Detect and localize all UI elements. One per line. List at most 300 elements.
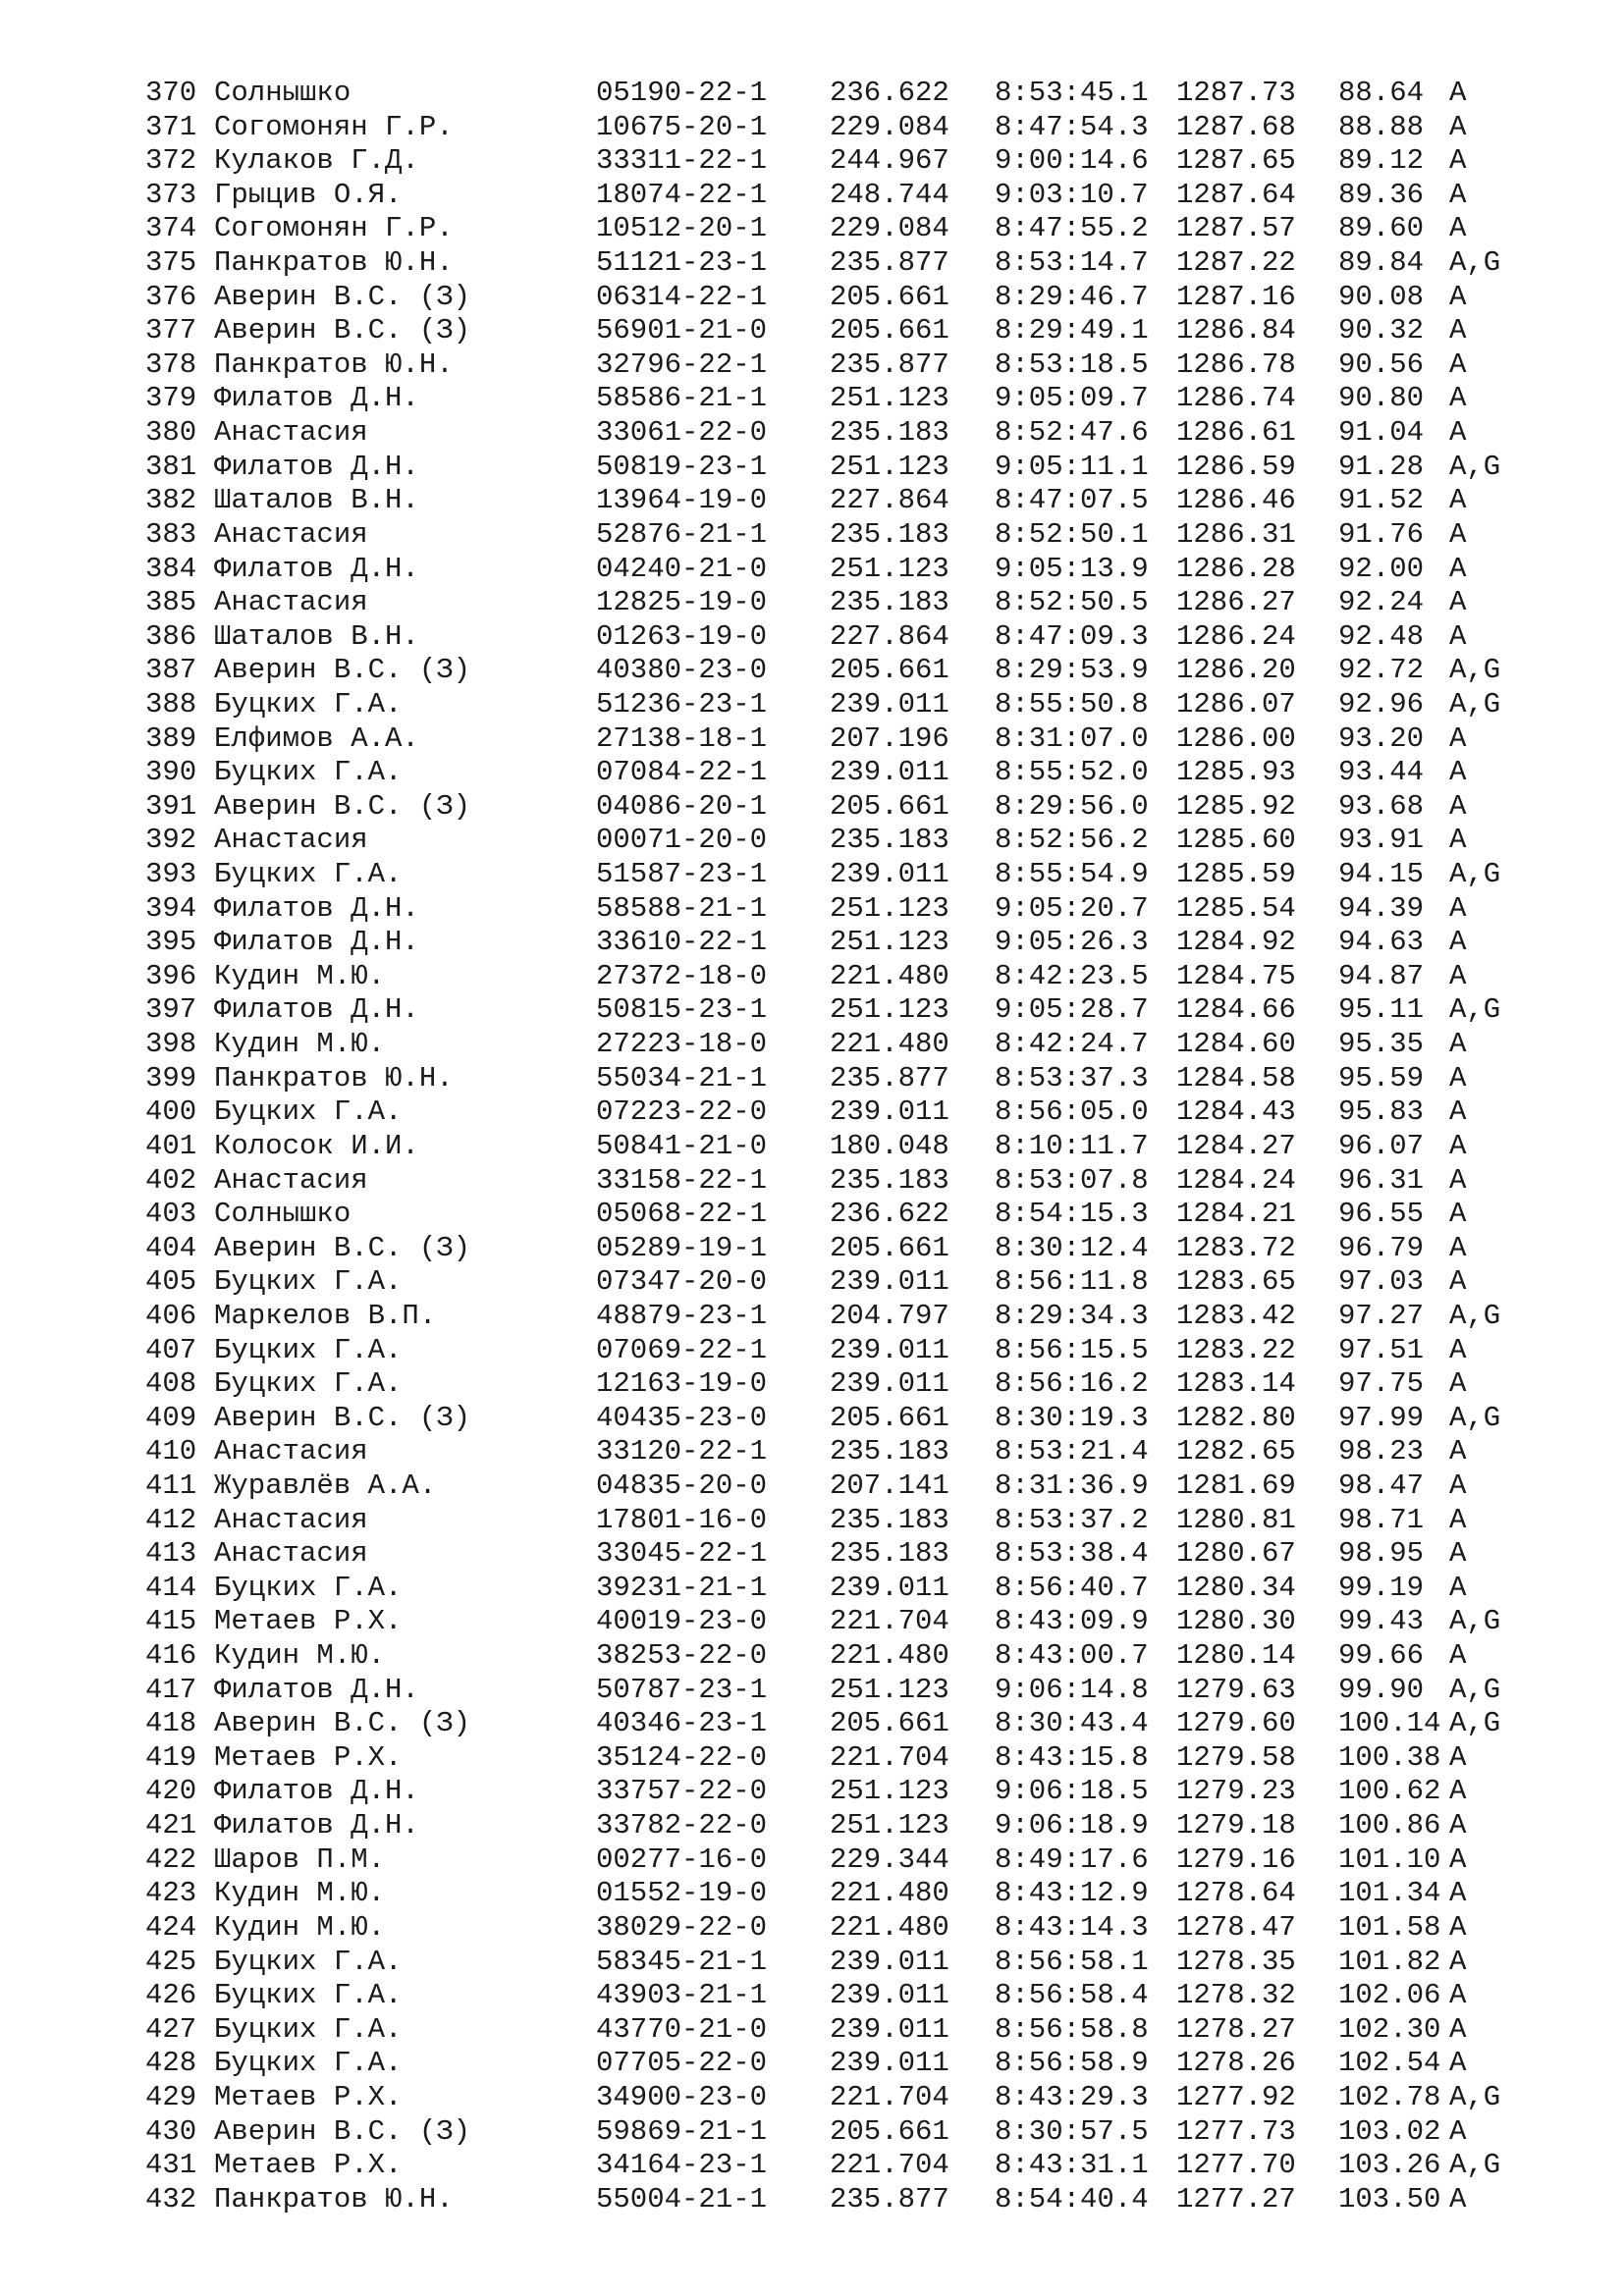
fancier-name: Буцких Г.А. [214,858,403,891]
place-number: 407 [145,1333,197,1366]
flag-code: A [1449,2012,1467,2046]
speed-value: 1286.27 [1176,586,1296,619]
place-number: 426 [145,1979,197,2012]
place-number: 383 [145,517,197,551]
ring-number: 33158-22-1 [596,1163,768,1197]
speed-value: 1279.63 [1176,1673,1296,1706]
speed-value: 1280.81 [1176,1503,1296,1536]
distance-value: 236.622 [830,77,949,109]
place-number: 386 [145,619,197,653]
ring-number: 33061-22-0 [596,416,768,450]
fancier-name: Панкратов Ю.Н. [214,246,454,280]
coefficient-value: 93.44 [1338,756,1425,789]
speed-value: 1280.67 [1176,1537,1296,1571]
arrival-time: 8:49:17.6 [995,1842,1149,1876]
speed-value: 1287.64 [1176,178,1296,211]
arrival-time: 8:56:05.0 [995,1095,1149,1129]
flag-code: A [1449,1945,1467,1978]
distance-value: 221.480 [830,1028,949,1061]
fancier-name: Буцких Г.А. [214,1333,403,1366]
ring-number: 04835-20-0 [596,1468,768,1502]
arrival-time: 8:42:24.7 [995,1028,1149,1061]
ring-number: 33045-22-1 [596,1537,768,1571]
coefficient-value: 95.83 [1338,1095,1425,1129]
place-number: 374 [145,212,197,245]
flag-code: A,G [1449,1605,1501,1638]
place-number: 372 [145,144,197,178]
arrival-time: 8:55:52.0 [995,756,1149,789]
speed-value: 1285.54 [1176,891,1296,925]
ring-number: 01263-19-0 [596,619,768,653]
place-number: 430 [145,2114,197,2148]
ring-number: 58586-21-1 [596,382,768,415]
fancier-name: Колосок И.И. [214,1129,419,1162]
ring-number: 33311-22-1 [596,144,768,178]
speed-value: 1287.22 [1176,246,1296,280]
coefficient-value: 99.90 [1338,1673,1425,1706]
arrival-time: 8:52:56.2 [995,824,1149,857]
arrival-time: 8:56:58.9 [995,2047,1149,2080]
place-number: 370 [145,77,197,109]
fancier-name: Анастасия [214,1163,368,1197]
coefficient-value: 96.07 [1338,1129,1425,1162]
distance-value: 251.123 [830,1775,949,1808]
coefficient-value: 90.32 [1338,314,1425,347]
ring-number: 43770-21-0 [596,2012,768,2046]
coefficient-value: 102.06 [1338,1979,1441,2012]
distance-value: 221.480 [830,1639,949,1673]
flag-code: A [1449,552,1467,585]
arrival-time: 8:43:29.3 [995,2080,1149,2113]
speed-value: 1286.28 [1176,552,1296,585]
fancier-name: Кулаков Г.Д. [214,144,419,178]
speed-value: 1286.59 [1176,450,1296,483]
arrival-time: 9:06:18.9 [995,1809,1149,1842]
place-number: 412 [145,1503,197,1536]
speed-value: 1285.59 [1176,858,1296,891]
coefficient-value: 96.55 [1338,1198,1425,1231]
flag-code: A [1449,1639,1467,1673]
fancier-name: Буцких Г.А. [214,1265,403,1299]
flag-code: A [1449,1910,1467,1944]
speed-value: 1284.58 [1176,1061,1296,1095]
fancier-name: Солнышко [214,77,352,109]
flag-code: A,G [1449,1401,1501,1434]
place-number: 403 [145,1198,197,1231]
fancier-name: Анастасия [214,1503,368,1536]
distance-value: 235.877 [830,246,949,280]
coefficient-value: 91.04 [1338,416,1425,450]
arrival-time: 8:31:36.9 [995,1468,1149,1502]
ring-number: 00277-16-0 [596,1842,768,1876]
flag-code: A [1449,144,1467,178]
flag-code: A [1449,1061,1467,1095]
ring-number: 17801-16-0 [596,1503,768,1536]
coefficient-value: 92.24 [1338,586,1425,619]
ring-number: 33610-22-1 [596,926,768,959]
ring-number: 38029-22-0 [596,1910,768,1944]
fancier-name: Буцких Г.А. [214,2012,403,2046]
ring-number: 51236-23-1 [596,687,768,721]
speed-value: 1277.27 [1176,2182,1296,2216]
flag-code: A [1449,2182,1467,2216]
flag-code: A,G [1449,1299,1501,1332]
coefficient-value: 98.95 [1338,1537,1425,1571]
ring-number: 10675-20-1 [596,110,768,143]
ring-number: 33782-22-0 [596,1809,768,1842]
speed-value: 1286.78 [1176,347,1296,381]
speed-value: 1279.58 [1176,1740,1296,1774]
flag-code: A,G [1449,2080,1501,2113]
place-number: 431 [145,2149,197,2182]
speed-value: 1286.07 [1176,687,1296,721]
coefficient-value: 93.20 [1338,721,1425,755]
place-number: 421 [145,1809,197,1842]
distance-value: 239.011 [830,858,949,891]
arrival-time: 8:53:38.4 [995,1537,1149,1571]
flag-code: A [1449,2047,1467,2080]
place-number: 424 [145,1910,197,1944]
place-number: 416 [145,1639,197,1673]
place-number: 379 [145,382,197,415]
flag-code: A [1449,1095,1467,1129]
distance-value: 251.123 [830,1673,949,1706]
speed-value: 1283.14 [1176,1367,1296,1401]
ring-number: 35124-22-0 [596,1740,768,1774]
distance-value: 239.011 [830,756,949,789]
arrival-time: 9:06:14.8 [995,1673,1149,1706]
place-number: 393 [145,858,197,891]
speed-value: 1284.60 [1176,1028,1296,1061]
flag-code: A [1449,1809,1467,1842]
coefficient-value: 94.63 [1338,926,1425,959]
coefficient-value: 100.14 [1338,1707,1441,1740]
distance-value: 239.011 [830,2047,949,2080]
speed-value: 1286.84 [1176,314,1296,347]
fancier-name: Шаталов В.Н. [214,484,419,517]
place-number: 411 [145,1468,197,1502]
place-number: 384 [145,552,197,585]
speed-value: 1284.92 [1176,926,1296,959]
ring-number: 58345-21-1 [596,1945,768,1978]
fancier-name: Филатов Д.Н. [214,552,419,585]
flag-code: A [1449,959,1467,992]
fancier-name: Кудин М.Ю. [214,1028,386,1061]
distance-value: 180.048 [830,1129,949,1162]
coefficient-value: 102.30 [1338,2012,1441,2046]
coefficient-value: 97.03 [1338,1265,1425,1299]
ring-number: 06314-22-1 [596,280,768,313]
place-number: 390 [145,756,197,789]
arrival-time: 8:56:58.1 [995,1945,1149,1978]
fancier-name: Филатов Д.Н. [214,993,419,1027]
speed-value: 1278.26 [1176,2047,1296,2080]
distance-value: 251.123 [830,993,949,1027]
speed-value: 1285.92 [1176,789,1296,823]
fancier-name: Панкратов Ю.Н. [214,1061,454,1095]
fancier-name: Солнышко [214,1198,352,1231]
arrival-time: 8:43:09.9 [995,1605,1149,1638]
arrival-time: 8:55:54.9 [995,858,1149,891]
place-number: 423 [145,1877,197,1910]
speed-value: 1281.69 [1176,1468,1296,1502]
fancier-name: Буцких Г.А. [214,2047,403,2080]
place-number: 425 [145,1945,197,1978]
flag-code: A [1449,2114,1467,2148]
distance-value: 251.123 [830,382,949,415]
flag-code: A,G [1449,993,1501,1027]
place-number: 420 [145,1775,197,1808]
ring-number: 33757-22-0 [596,1775,768,1808]
speed-value: 1280.34 [1176,1571,1296,1604]
arrival-time: 8:52:47.6 [995,416,1149,450]
place-number: 376 [145,280,197,313]
fancier-name: Анастасия [214,824,368,857]
coefficient-value: 91.52 [1338,484,1425,517]
place-number: 388 [145,687,197,721]
distance-value: 207.141 [830,1468,949,1502]
fancier-name: Буцких Г.А. [214,1945,403,1978]
arrival-time: 9:05:28.7 [995,993,1149,1027]
flag-code: A,G [1449,2149,1501,2182]
arrival-time: 8:53:07.8 [995,1163,1149,1197]
fancier-name: Аверин В.С. (З) [214,1231,471,1264]
arrival-time: 8:56:11.8 [995,1265,1149,1299]
fancier-name: Согомонян Г.Р. [214,110,454,143]
distance-value: 204.797 [830,1299,949,1332]
coefficient-value: 89.84 [1338,246,1425,280]
arrival-time: 9:05:13.9 [995,552,1149,585]
ring-number: 50841-21-0 [596,1129,768,1162]
arrival-time: 8:29:56.0 [995,789,1149,823]
distance-value: 244.967 [830,144,949,178]
ring-number: 40435-23-0 [596,1401,768,1434]
ring-number: 04086-20-1 [596,789,768,823]
distance-value: 251.123 [830,450,949,483]
arrival-time: 8:43:14.3 [995,1910,1149,1944]
arrival-time: 8:30:43.4 [995,1707,1149,1740]
fancier-name: Журавлёв А.А. [214,1468,437,1502]
place-number: 387 [145,654,197,687]
speed-value: 1283.65 [1176,1265,1296,1299]
coefficient-value: 101.10 [1338,1842,1441,1876]
coefficient-value: 101.82 [1338,1945,1441,1978]
ring-number: 58588-21-1 [596,891,768,925]
speed-value: 1286.20 [1176,654,1296,687]
ring-number: 52876-21-1 [596,517,768,551]
arrival-time: 8:55:50.8 [995,687,1149,721]
fancier-name: Кудин М.Ю. [214,1877,386,1910]
ring-number: 40380-23-0 [596,654,768,687]
arrival-time: 8:47:54.3 [995,110,1149,143]
fancier-name: Елфимов А.А. [214,721,419,755]
arrival-time: 8:29:34.3 [995,1299,1149,1332]
arrival-time: 8:30:57.5 [995,2114,1149,2148]
distance-value: 221.704 [830,1605,949,1638]
fancier-name: Аверин В.С. (З) [214,654,471,687]
place-number: 419 [145,1740,197,1774]
distance-value: 221.704 [830,1740,949,1774]
flag-code: A [1449,1842,1467,1876]
arrival-time: 9:05:11.1 [995,450,1149,483]
ring-number: 04240-21-0 [596,552,768,585]
flag-code: A [1449,1503,1467,1536]
ring-number: 34900-23-0 [596,2080,768,2113]
place-number: 418 [145,1707,197,1740]
flag-code: A [1449,416,1467,450]
place-number: 428 [145,2047,197,2080]
coefficient-value: 99.43 [1338,1605,1425,1638]
arrival-time: 8:10:11.7 [995,1129,1149,1162]
distance-value: 251.123 [830,926,949,959]
distance-value: 248.744 [830,178,949,211]
place-number: 373 [145,178,197,211]
coefficient-value: 88.64 [1338,77,1425,109]
speed-value: 1278.27 [1176,2012,1296,2046]
speed-value: 1287.57 [1176,212,1296,245]
distance-value: 235.183 [830,1163,949,1197]
ring-number: 51587-23-1 [596,858,768,891]
place-number: 400 [145,1095,197,1129]
coefficient-value: 98.23 [1338,1435,1425,1468]
flag-code: A,G [1449,1673,1501,1706]
speed-value: 1283.72 [1176,1231,1296,1264]
place-number: 405 [145,1265,197,1299]
arrival-time: 8:56:58.4 [995,1979,1149,2012]
flag-code: A [1449,1333,1467,1366]
distance-value: 251.123 [830,891,949,925]
flag-code: A [1449,891,1467,925]
fancier-name: Филатов Д.Н. [214,1775,419,1808]
distance-value: 239.011 [830,2012,949,2046]
ring-number: 32796-22-1 [596,347,768,381]
fancier-name: Метаев Р.Х. [214,1740,403,1774]
place-number: 401 [145,1129,197,1162]
fancier-name: Анастасия [214,517,368,551]
speed-value: 1279.23 [1176,1775,1296,1808]
coefficient-value: 92.48 [1338,619,1425,653]
ring-number: 59869-21-1 [596,2114,768,2148]
fancier-name: Буцких Г.А. [214,756,403,789]
place-number: 404 [145,1231,197,1264]
speed-value: 1280.30 [1176,1605,1296,1638]
distance-value: 207.196 [830,721,949,755]
place-number: 414 [145,1571,197,1604]
ring-number: 27138-18-1 [596,721,768,755]
flag-code: A,G [1449,687,1501,721]
fancier-name: Аверин В.С. (З) [214,314,471,347]
coefficient-value: 99.19 [1338,1571,1425,1604]
ring-number: 40346-23-1 [596,1707,768,1740]
place-number: 399 [145,1061,197,1095]
ring-number: 12163-19-0 [596,1367,768,1401]
fancier-name: Анастасия [214,1435,368,1468]
flag-code: A [1449,212,1467,245]
distance-value: 227.864 [830,484,949,517]
flag-code: A [1449,484,1467,517]
coefficient-value: 94.39 [1338,891,1425,925]
arrival-time: 8:43:15.8 [995,1740,1149,1774]
speed-value: 1278.47 [1176,1910,1296,1944]
place-number: 402 [145,1163,197,1197]
coefficient-value: 100.38 [1338,1740,1441,1774]
place-number: 395 [145,926,197,959]
place-number: 391 [145,789,197,823]
arrival-time: 8:29:46.7 [995,280,1149,313]
distance-value: 205.661 [830,654,949,687]
arrival-time: 9:06:18.5 [995,1775,1149,1808]
flag-code: A,G [1449,858,1501,891]
ring-number: 13964-19-0 [596,484,768,517]
place-number: 375 [145,246,197,280]
ring-number: 00071-20-0 [596,824,768,857]
arrival-time: 9:05:20.7 [995,891,1149,925]
arrival-time: 8:43:00.7 [995,1639,1149,1673]
flag-code: A,G [1449,1707,1501,1740]
place-number: 415 [145,1605,197,1638]
ring-number: 50787-23-1 [596,1673,768,1706]
coefficient-value: 101.34 [1338,1877,1441,1910]
speed-value: 1282.80 [1176,1401,1296,1434]
coefficient-value: 91.28 [1338,450,1425,483]
arrival-time: 8:53:37.3 [995,1061,1149,1095]
ring-number: 05068-22-1 [596,1198,768,1231]
ring-number: 18074-22-1 [596,178,768,211]
distance-value: 205.661 [830,1401,949,1434]
distance-value: 229.084 [830,212,949,245]
coefficient-value: 93.68 [1338,789,1425,823]
distance-value: 221.704 [830,2149,949,2182]
speed-value: 1277.73 [1176,2114,1296,2148]
fancier-name: Аверин В.С. (З) [214,789,471,823]
place-number: 422 [145,1842,197,1876]
flag-code: A [1449,1367,1467,1401]
distance-value: 235.877 [830,1061,949,1095]
coefficient-value: 103.26 [1338,2149,1441,2182]
speed-value: 1278.64 [1176,1877,1296,1910]
flag-code: A [1449,1740,1467,1774]
distance-value: 239.011 [830,1333,949,1366]
distance-value: 235.183 [830,824,949,857]
fancier-name: Грыцив О.Я. [214,178,403,211]
distance-value: 221.480 [830,1910,949,1944]
coefficient-value: 90.80 [1338,382,1425,415]
arrival-time: 9:00:14.6 [995,144,1149,178]
place-number: 406 [145,1299,197,1332]
speed-value: 1287.16 [1176,280,1296,313]
place-number: 392 [145,824,197,857]
flag-code: A [1449,1571,1467,1604]
distance-value: 239.011 [830,1945,949,1978]
arrival-time: 8:30:12.4 [995,1231,1149,1264]
flag-code: A [1449,926,1467,959]
place-number: 389 [145,721,197,755]
flag-code: A [1449,77,1467,109]
distance-value: 239.011 [830,1979,949,2012]
speed-value: 1279.16 [1176,1842,1296,1876]
distance-value: 205.661 [830,1231,949,1264]
distance-value: 251.123 [830,1809,949,1842]
place-number: 380 [145,416,197,450]
ring-number: 07705-22-0 [596,2047,768,2080]
arrival-time: 8:30:19.3 [995,1401,1149,1434]
coefficient-value: 93.91 [1338,824,1425,857]
speed-value: 1279.60 [1176,1707,1296,1740]
place-number: 394 [145,891,197,925]
flag-code: A [1449,1028,1467,1061]
coefficient-value: 100.86 [1338,1809,1441,1842]
distance-value: 239.011 [830,687,949,721]
